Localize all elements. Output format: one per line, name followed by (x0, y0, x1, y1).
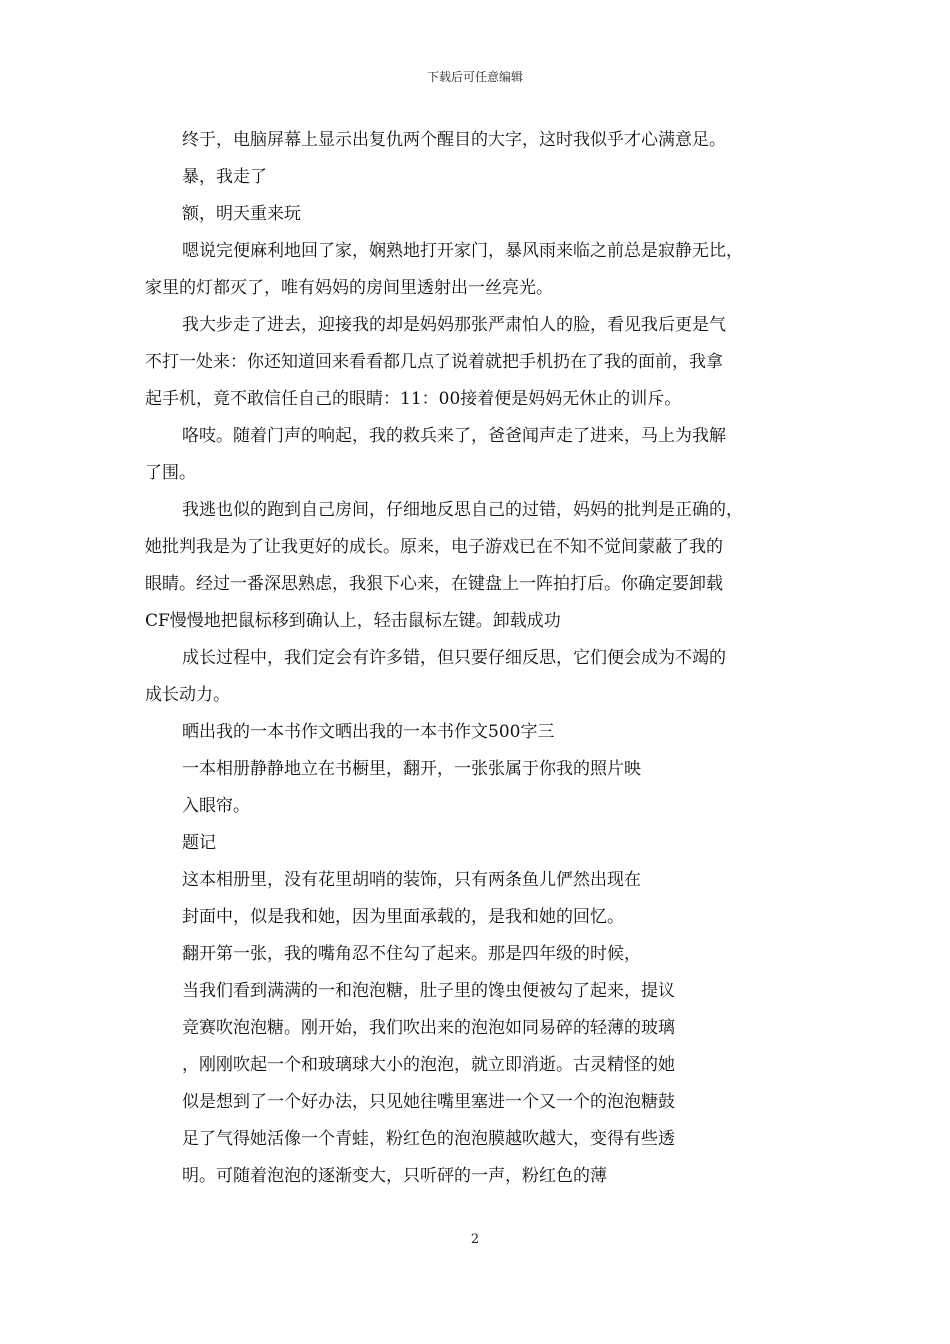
text-line: 她批判我是为了让我更好的成长。原来，电子游戏已在不知不觉间蒙蔽了我的 (145, 537, 723, 557)
text-line: 暴，我走了 (182, 167, 267, 187)
text-line: 不打一处来：你还知道回来看看都几点了说着就把手机扔在了我的面前，我拿 (145, 352, 723, 372)
text-line: CF慢慢地把鼠标移到确认上，轻击鼠标左键。卸载成功 (145, 611, 561, 631)
text-line: 终于，电脑屏幕上显示出复仇两个醒目的大字，这时我似乎才心满意足。 (182, 130, 726, 150)
text-line: 晒出我的一本书作文晒出我的一本书作文500字三 (182, 722, 555, 742)
text-line: 明。可随着泡泡的逐渐变大，只听砰的一声，粉红色的薄 (182, 1166, 607, 1186)
text-line: 足了气得她活像一个青蛙，粉红色的泡泡膜越吹越大，变得有些透 (182, 1129, 675, 1149)
text-line: 这本相册里，没有花里胡哨的装饰，只有两条鱼儿俨然出现在 (182, 870, 641, 890)
text-line: 一本相册静静地立在书橱里，翻开，一张张属于你我的照片映 (182, 759, 641, 779)
text-line: 嗯说完便麻利地回了家，娴熟地打开家门，暴风雨来临之前总是寂静无比， (182, 241, 743, 261)
text-line: 题记 (182, 833, 216, 853)
text-line: 家里的灯都灭了，唯有妈妈的房间里透射出一丝亮光。 (145, 278, 553, 298)
text-line: 了围。 (145, 463, 196, 483)
text-line: 眼睛。经过一番深思熟虑，我狠下心来，在键盘上一阵拍打后。你确定要卸载 (145, 574, 723, 594)
text-line: 起手机，竟不敢信任自己的眼睛：11：00接着便是妈妈无休止的训斥。 (145, 389, 682, 409)
text-line: ，刚刚吹起一个和玻璃球大小的泡泡，就立即消逝。古灵精怪的她 (182, 1055, 675, 1075)
text-line: 我逃也似的跑到自己房间，仔细地反思自己的过错，妈妈的批判是正确的， (182, 500, 743, 520)
text-line: 竞赛吹泡泡糖。刚开始，我们吹出来的泡泡如同易碎的轻薄的玻璃 (182, 1018, 675, 1038)
text-line: 额，明天重来玩 (182, 204, 301, 224)
text-line: 成长过程中，我们定会有许多错，但只要仔细反思，它们便会成为不竭的 (182, 648, 726, 668)
text-line: 我大步走了进去，迎接我的却是妈妈那张严肃怕人的脸，看见我后更是气 (182, 315, 726, 335)
text-line: 似是想到了一个好办法，只见她往嘴里塞进一个又一个的泡泡糖鼓 (182, 1092, 675, 1112)
text-line: 封面中，似是我和她，因为里面承载的，是我和她的回忆。 (182, 907, 624, 927)
document-body (145, 122, 825, 1195)
text-line: 当我们看到满满的一和泡泡糖，肚子里的馋虫便被勾了起来，提议 (182, 981, 675, 1001)
text-line: 翻开第一张，我的嘴角忍不住勾了起来。那是四年级的时候， (182, 944, 641, 964)
page-number: 2 (470, 1232, 480, 1247)
text-line: 咯吱。随着门声的响起，我的救兵来了，爸爸闻声走了进来，马上为我解 (182, 426, 726, 446)
text-line: 成长动力。 (145, 685, 230, 705)
page-header: 下载后可任意编辑 (426, 70, 523, 84)
text-line: 入眼帘。 (182, 796, 250, 816)
